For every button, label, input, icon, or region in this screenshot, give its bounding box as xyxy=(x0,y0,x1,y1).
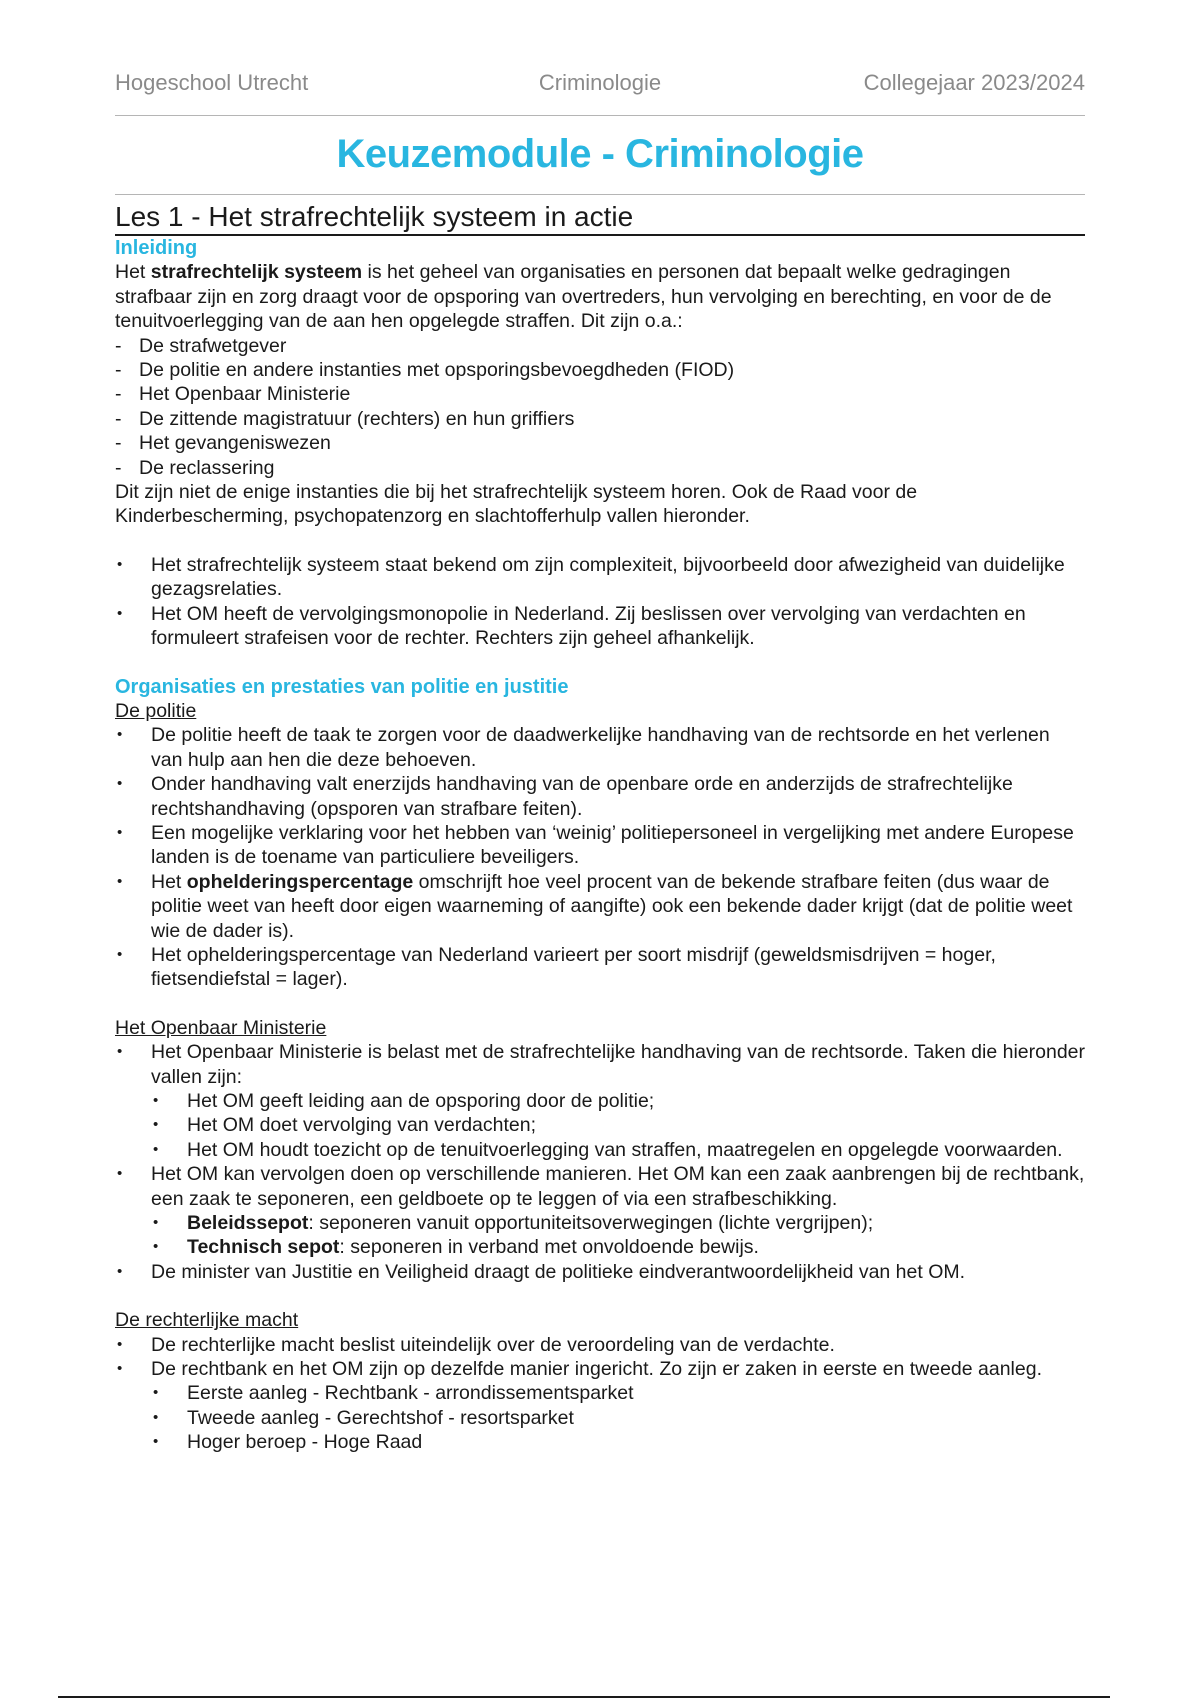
list-item: • Het OM geeft leiding aan de opsporing door de politie; xyxy=(115,1089,1085,1113)
list-item: - De zittende magistratuur (rechters) en hun griffiers xyxy=(115,407,1085,431)
title-divider xyxy=(115,194,1085,195)
sepot-definition: : seponeren in verband met onvoldoende bewijs. xyxy=(339,1236,759,1259)
intro-text-pre: Het xyxy=(115,261,151,284)
sepot-term: Beleidssepot xyxy=(187,1212,309,1235)
section-heading-inleiding: Inleiding xyxy=(115,237,198,259)
spacer xyxy=(115,1284,1085,1308)
list-item: • Het OM doet vervolging van verdachten; xyxy=(115,1113,1085,1137)
list-item: • Het strafrechtelijk systeem staat bekend om zijn complexiteit, bijvoorbeeld door afwezigheid van duidelijke gezagsrelaties. xyxy=(115,553,1085,602)
rechterlijke-bullets xyxy=(115,1333,1085,1382)
list-item: • Hoger beroep - Hoge Raad xyxy=(115,1430,1085,1454)
list-item: • Het OM heeft de vervolgingsmonopolie in Nederland. Zij beslissen over vervolging van verdachten en formuleert strafeisen voor de rechter. Rechters zijn geheel afhankelijk. xyxy=(115,602,1085,651)
intro-closing: Dit zijn niet de enige instanties die bij het strafrechtelijk systeem horen. Ook de Raad voor de Kinderbescherming, psychopatenzorg en slachtofferhulp vallen hieronder. xyxy=(115,481,918,528)
subheading-rechterlijke-macht: De rechterlijke macht xyxy=(115,1309,299,1332)
document-title: Keuzemodule - Criminologie xyxy=(336,132,864,176)
section-heading-organisaties: Organisaties en prestaties van politie en justitie xyxy=(115,675,569,698)
list-item: • De politie heeft de taak te zorgen voor de daadwerkelijke handhaving van de rechtsorde en het verlenen van hulp aan hen die deze behoeven. xyxy=(115,723,1085,772)
list-item xyxy=(115,1235,1085,1259)
footer-divider xyxy=(58,1696,1110,1698)
list-item: • Het ophelderingspercentage van Nederland varieert per soort misdrijf (geweldsmisdrijven = hoger, fietsendiefstal = lager). xyxy=(115,943,1085,992)
om-bullets xyxy=(115,1040,1085,1089)
list-item: • Tweede aanleg - Gerechtshof - resortsparket xyxy=(115,1406,1085,1430)
instanties-list xyxy=(115,334,1085,480)
spacer xyxy=(115,992,1085,1016)
om-bullets-2 xyxy=(115,1162,1085,1211)
list-item: - Het gevangeniswezen xyxy=(115,431,1085,455)
subheading-politie: De politie xyxy=(115,699,197,722)
list-item: • De rechtbank en het OM zijn op dezelfde manier ingericht. Zo zijn er zaken in eerste en tweede aanleg. xyxy=(115,1357,1085,1381)
intro-term: strafrechtelijk systeem xyxy=(150,261,363,284)
om-taken xyxy=(115,1089,1085,1162)
list-item: - Het Openbaar Ministerie xyxy=(115,382,1085,406)
politie-bullets xyxy=(115,723,1085,991)
list-item: • Eerste aanleg - Rechtbank - arrondissementsparket xyxy=(115,1381,1085,1405)
bullet-term: ophelderingspercentage xyxy=(186,870,414,893)
inleiding-bullets xyxy=(115,553,1085,651)
list-item: • Het OM houdt toezicht op de tenuitvoerlegging van straffen, maatregelen en opgelegde voorwaarden. xyxy=(115,1138,1085,1162)
header-school: Hogeschool Utrecht xyxy=(115,70,309,95)
list-item: - De reclassering xyxy=(115,456,1085,480)
list-item: • Het OM kan vervolgen doen op verschillende manieren. Het OM kan een zaak aanbrengen bij de rechtbank, een zaak te seponeren, een geldboete op te leggen of via een strafbeschikking. xyxy=(115,1162,1085,1211)
page-header xyxy=(115,70,1085,100)
list-item xyxy=(115,1211,1085,1235)
list-item: - De politie en andere instanties met opsporingsbevoegdheden (FIOD) xyxy=(115,358,1085,382)
subheading-om: Het Openbaar Ministerie xyxy=(115,1016,327,1039)
list-item: • De rechterlijke macht beslist uiteindelijk over de veroordeling van de verdachte. xyxy=(115,1333,1085,1357)
list-item: - De strafwetgever xyxy=(115,334,1085,358)
document-body xyxy=(115,200,1085,1455)
aanleg-list xyxy=(115,1381,1085,1454)
om-sepot-types xyxy=(115,1211,1085,1260)
sepot-definition: : seponeren vanuit opportuniteitsoverwegingen (lichte vergrijpen); xyxy=(308,1212,874,1235)
list-item xyxy=(115,870,1085,943)
header-year: Collegejaar 2023/2024 xyxy=(863,70,1085,95)
spacer xyxy=(115,529,1085,553)
header-divider xyxy=(115,115,1085,116)
bullet-text-pre: Het xyxy=(151,870,187,893)
intro-text-post: is het geheel van organisaties en personen dat bepaalt welke gedragingen strafbaar zijn en zorg draagt voor de opsporing van overtreders, hun vervolging en berechting, en voor de de tenuitvoerlegging van de aan hen opgelegde straffen. Dit zijn o.a.: xyxy=(115,261,1052,333)
list-item: • Onder handhaving valt enerzijds handhaving van de openbare orde en anderzijds de strafrechtelijke rechtshandhaving (opsporen van strafbare feiten). xyxy=(115,772,1085,821)
lesson-title: Les 1 - Het strafrechtelijk systeem in actie xyxy=(115,200,1085,236)
sepot-term: Technisch sepot xyxy=(187,1236,340,1259)
spacer xyxy=(115,651,1085,675)
intro-paragraph xyxy=(115,260,1085,333)
list-item: • Een mogelijke verklaring voor het hebben van ‘weinig’ politiepersoneel in vergelijking met andere Europese landen is de toename van particuliere beveiligers. xyxy=(115,821,1085,870)
header-course: Criminologie xyxy=(538,70,662,95)
bullet-text-post: omschrijft hoe veel procent van de bekende strafbare feiten (dus waar de politie weet van heeft door eigen waarneming of aangifte) ook een bekende dader krijgt (dat de politie weet wie de dader is). xyxy=(151,870,1073,942)
list-item: • Het Openbaar Ministerie is belast met de strafrechtelijke handhaving van de rechtsorde. Taken die hieronder vallen zijn: xyxy=(115,1040,1085,1089)
list-item: • De minister van Justitie en Veiligheid draagt de politieke eindverantwoordelijkheid van het OM. xyxy=(115,1260,1085,1284)
om-bullets-3 xyxy=(115,1260,1085,1284)
